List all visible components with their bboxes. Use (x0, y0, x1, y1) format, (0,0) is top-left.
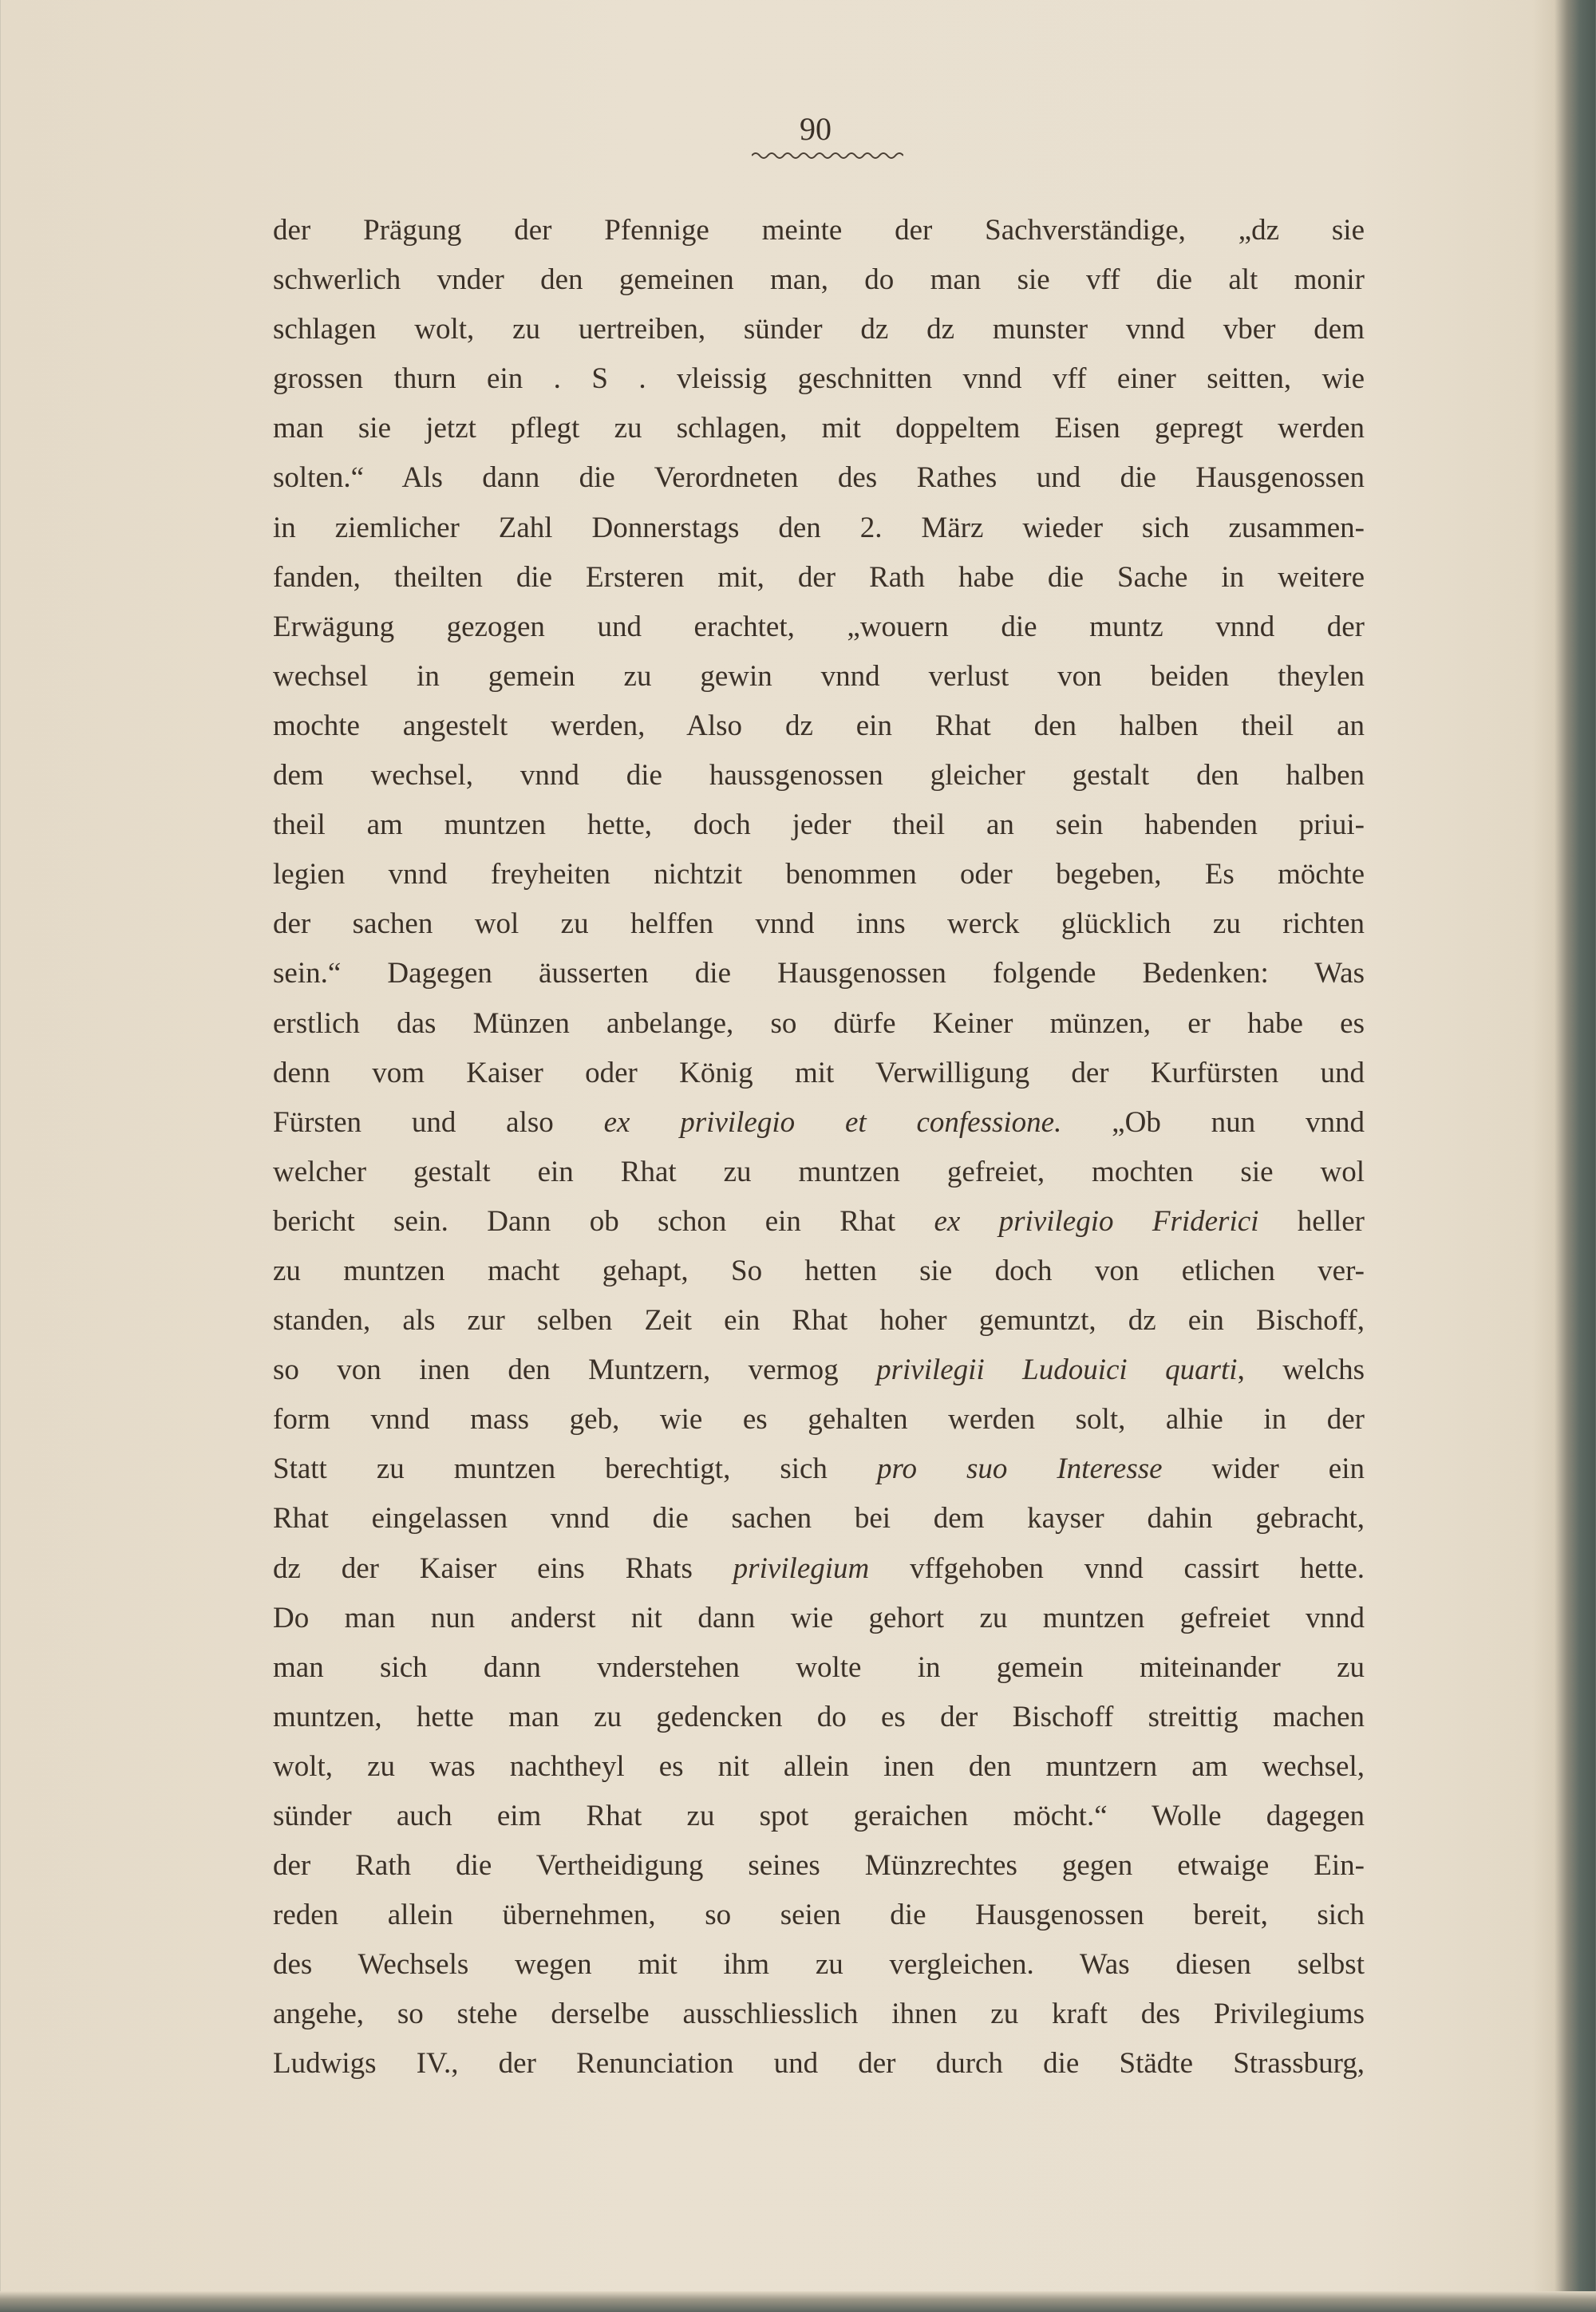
text-segment: grossen thurn ein . S . vleissig geschnitten vnnd vff einer seitten, wie (273, 362, 1365, 396)
text-line (273, 1792, 1365, 1841)
text-segment: schlagen wolt, zu uertreiben, sünder dz dz munster vnnd vber dem (273, 313, 1365, 346)
text-line (273, 504, 1365, 553)
text-segment: Ludwigs IV., der Renunciation und der durch die Städte Strassburg, (273, 2047, 1365, 2081)
text-line (273, 751, 1365, 800)
text-segment: „Ob nun vnnd (1061, 1105, 1365, 1139)
text-segment: Fürsten und also (273, 1105, 604, 1139)
text-segment: schwerlich vnder den gemeinen man, do man sie vff die alt monir (273, 263, 1365, 297)
text-segment: erstlich das Münzen anbelange, so dürfe Keiner münzen, er habe es (273, 1006, 1365, 1040)
page-bottom-edge (0, 2291, 1596, 2312)
text-segment: angehe, so stehe derselbe ausschliesslich ihnen zu kraft des Privilegiums (273, 1998, 1365, 2031)
text-segment: wider ein (1162, 1452, 1365, 1486)
text-line (273, 1643, 1365, 1693)
text-line (273, 1891, 1365, 1940)
text-line (273, 1445, 1365, 1494)
text-segment: form vnnd mass geb, wie es gehalten werden solt, alhie in der (273, 1403, 1365, 1437)
text-line (273, 206, 1365, 255)
text-line (273, 1197, 1365, 1247)
italic-latin-phrase: pro suo Interesse (876, 1452, 1163, 1486)
text-segment: theil am muntzen hette, doch jeder theil an sein habenden priui- (273, 808, 1365, 842)
text-line (273, 800, 1365, 850)
text-segment: mochte angestelt werden, Also dz ein Rhat den halben theil an (273, 709, 1365, 742)
text-segment: Rhat eingelassen vnnd die sachen bei dem kayser dahin gebracht, (273, 1502, 1365, 1535)
italic-latin-phrase: privilegium (733, 1551, 870, 1585)
text-line (273, 1247, 1365, 1296)
text-line (273, 2039, 1365, 2089)
text-line (273, 354, 1365, 404)
text-segment: Statt zu muntzen berechtigt, sich (273, 1452, 877, 1486)
text-line (273, 949, 1365, 998)
text-segment: dz der Kaiser eins Rhats (273, 1551, 733, 1585)
text-segment: denn vom Kaiser oder König mit Verwilligung der Kurfürsten und (273, 1056, 1365, 1089)
text-segment: wolt, zu was nachtheyl es nit allein inen den muntzern am wechsel, (273, 1749, 1365, 1783)
text-line (273, 553, 1365, 603)
text-segment: sein.“ Dagegen äusserten die Hausgenossen folgende Bedenken: Was (273, 957, 1365, 990)
text-line (273, 1742, 1365, 1792)
text-line (273, 999, 1365, 1049)
text-line (273, 1346, 1365, 1395)
text-segment: wechsel in gemein zu gewin vnnd verlust von beiden theylen (273, 659, 1365, 693)
text-segment: vffgehoben vnnd cassirt hette. (869, 1551, 1365, 1585)
text-segment: legien vnnd freyheiten nichtzit benommen oder begeben, Es möchte (273, 858, 1365, 891)
text-line (273, 850, 1365, 899)
page-number: 90 (800, 111, 832, 147)
text-segment: dem wechsel, vnnd die haussgenossen gleicher gestalt den halben (273, 759, 1365, 792)
text-line (273, 1494, 1365, 1543)
text-segment: welcher gestalt ein Rhat zu muntzen gefreiet, mochten sie wol (273, 1155, 1365, 1188)
text-segment: der Prägung der Pfennige meinte der Sachverständige, „dz sie (273, 214, 1365, 247)
text-line (273, 1395, 1365, 1445)
body-text (273, 206, 1365, 2089)
text-segment: standen, als zur selben Zeit ein Rhat hoher gemuntzt, dz ein Bischoff, (273, 1304, 1365, 1338)
ornamental-wavy-rule (752, 150, 903, 161)
text-segment: Do man nun anderst nit dann wie gehort zu muntzen gefreiet vnnd (273, 1601, 1365, 1634)
text-line (273, 255, 1365, 305)
text-line (273, 1544, 1365, 1594)
text-segment: so von inen den Muntzern, vermog (273, 1354, 877, 1387)
text-line (273, 603, 1365, 652)
text-segment: des Wechsels wegen mit ihm zu vergleichen. Was diesen selbst (273, 1948, 1365, 1982)
text-line (273, 453, 1365, 503)
text-line (273, 305, 1365, 354)
text-line (273, 652, 1365, 702)
text-segment: der sachen wol zu helffen vnnd inns werck glücklich zu richten (273, 907, 1365, 941)
text-segment: , welchs (1237, 1354, 1365, 1387)
text-line (273, 1841, 1365, 1891)
text-line (273, 1049, 1365, 1098)
text-line (273, 1296, 1365, 1346)
text-line (273, 1594, 1365, 1643)
text-line (273, 899, 1365, 949)
text-segment: solten.“ Als dann die Verordneten des Rathes und die Hausgenossen (273, 461, 1365, 495)
text-segment: bericht sein. Dann ob schon ein Rhat (273, 1204, 934, 1238)
text-line (273, 1990, 1365, 2039)
italic-latin-phrase: ex privilegio et confessione. (603, 1105, 1062, 1139)
text-line (273, 404, 1365, 453)
text-line (273, 1693, 1365, 1742)
text-segment: zu muntzen macht gehapt, So hetten sie doch von etlichen ver- (273, 1254, 1365, 1287)
text-line (273, 1148, 1365, 1197)
italic-latin-phrase: privilegii Ludouici quarti (876, 1354, 1238, 1387)
text-segment: reden allein übernehmen, so seien die Hausgenossen bereit, sich (273, 1899, 1365, 1932)
italic-latin-phrase: ex privilegio Friderici (934, 1204, 1259, 1238)
text-segment: muntzen, hette man zu gedencken do es der Bischoff streittig machen (273, 1700, 1365, 1733)
text-segment: man sich dann vnderstehen wolte in gemein miteinander zu (273, 1650, 1365, 1684)
text-segment: man sie jetzt pflegt zu schlagen, mit doppeltem Eisen gepregt werden (273, 412, 1365, 445)
text-line (273, 1098, 1365, 1148)
text-segment: heller (1258, 1204, 1365, 1238)
text-line (273, 1940, 1365, 1990)
text-segment: Erwägung gezogen und erachtet, „wouern die muntz vnnd der (273, 610, 1365, 643)
text-segment: in ziemlicher Zahl Donnerstags den 2. März wieder sich zusammen- (273, 511, 1365, 544)
text-segment: sünder auch eim Rhat zu spot geraichen möcht.“ Wolle dagegen (273, 1800, 1365, 1832)
text-segment: fanden, theilten die Ersteren mit, der Rath habe die Sache in weitere (273, 560, 1365, 594)
text-segment: der Rath die Vertheidigung seines Münzrechtes gegen etwaige Ein- (273, 1849, 1365, 1883)
text-line (273, 702, 1365, 751)
